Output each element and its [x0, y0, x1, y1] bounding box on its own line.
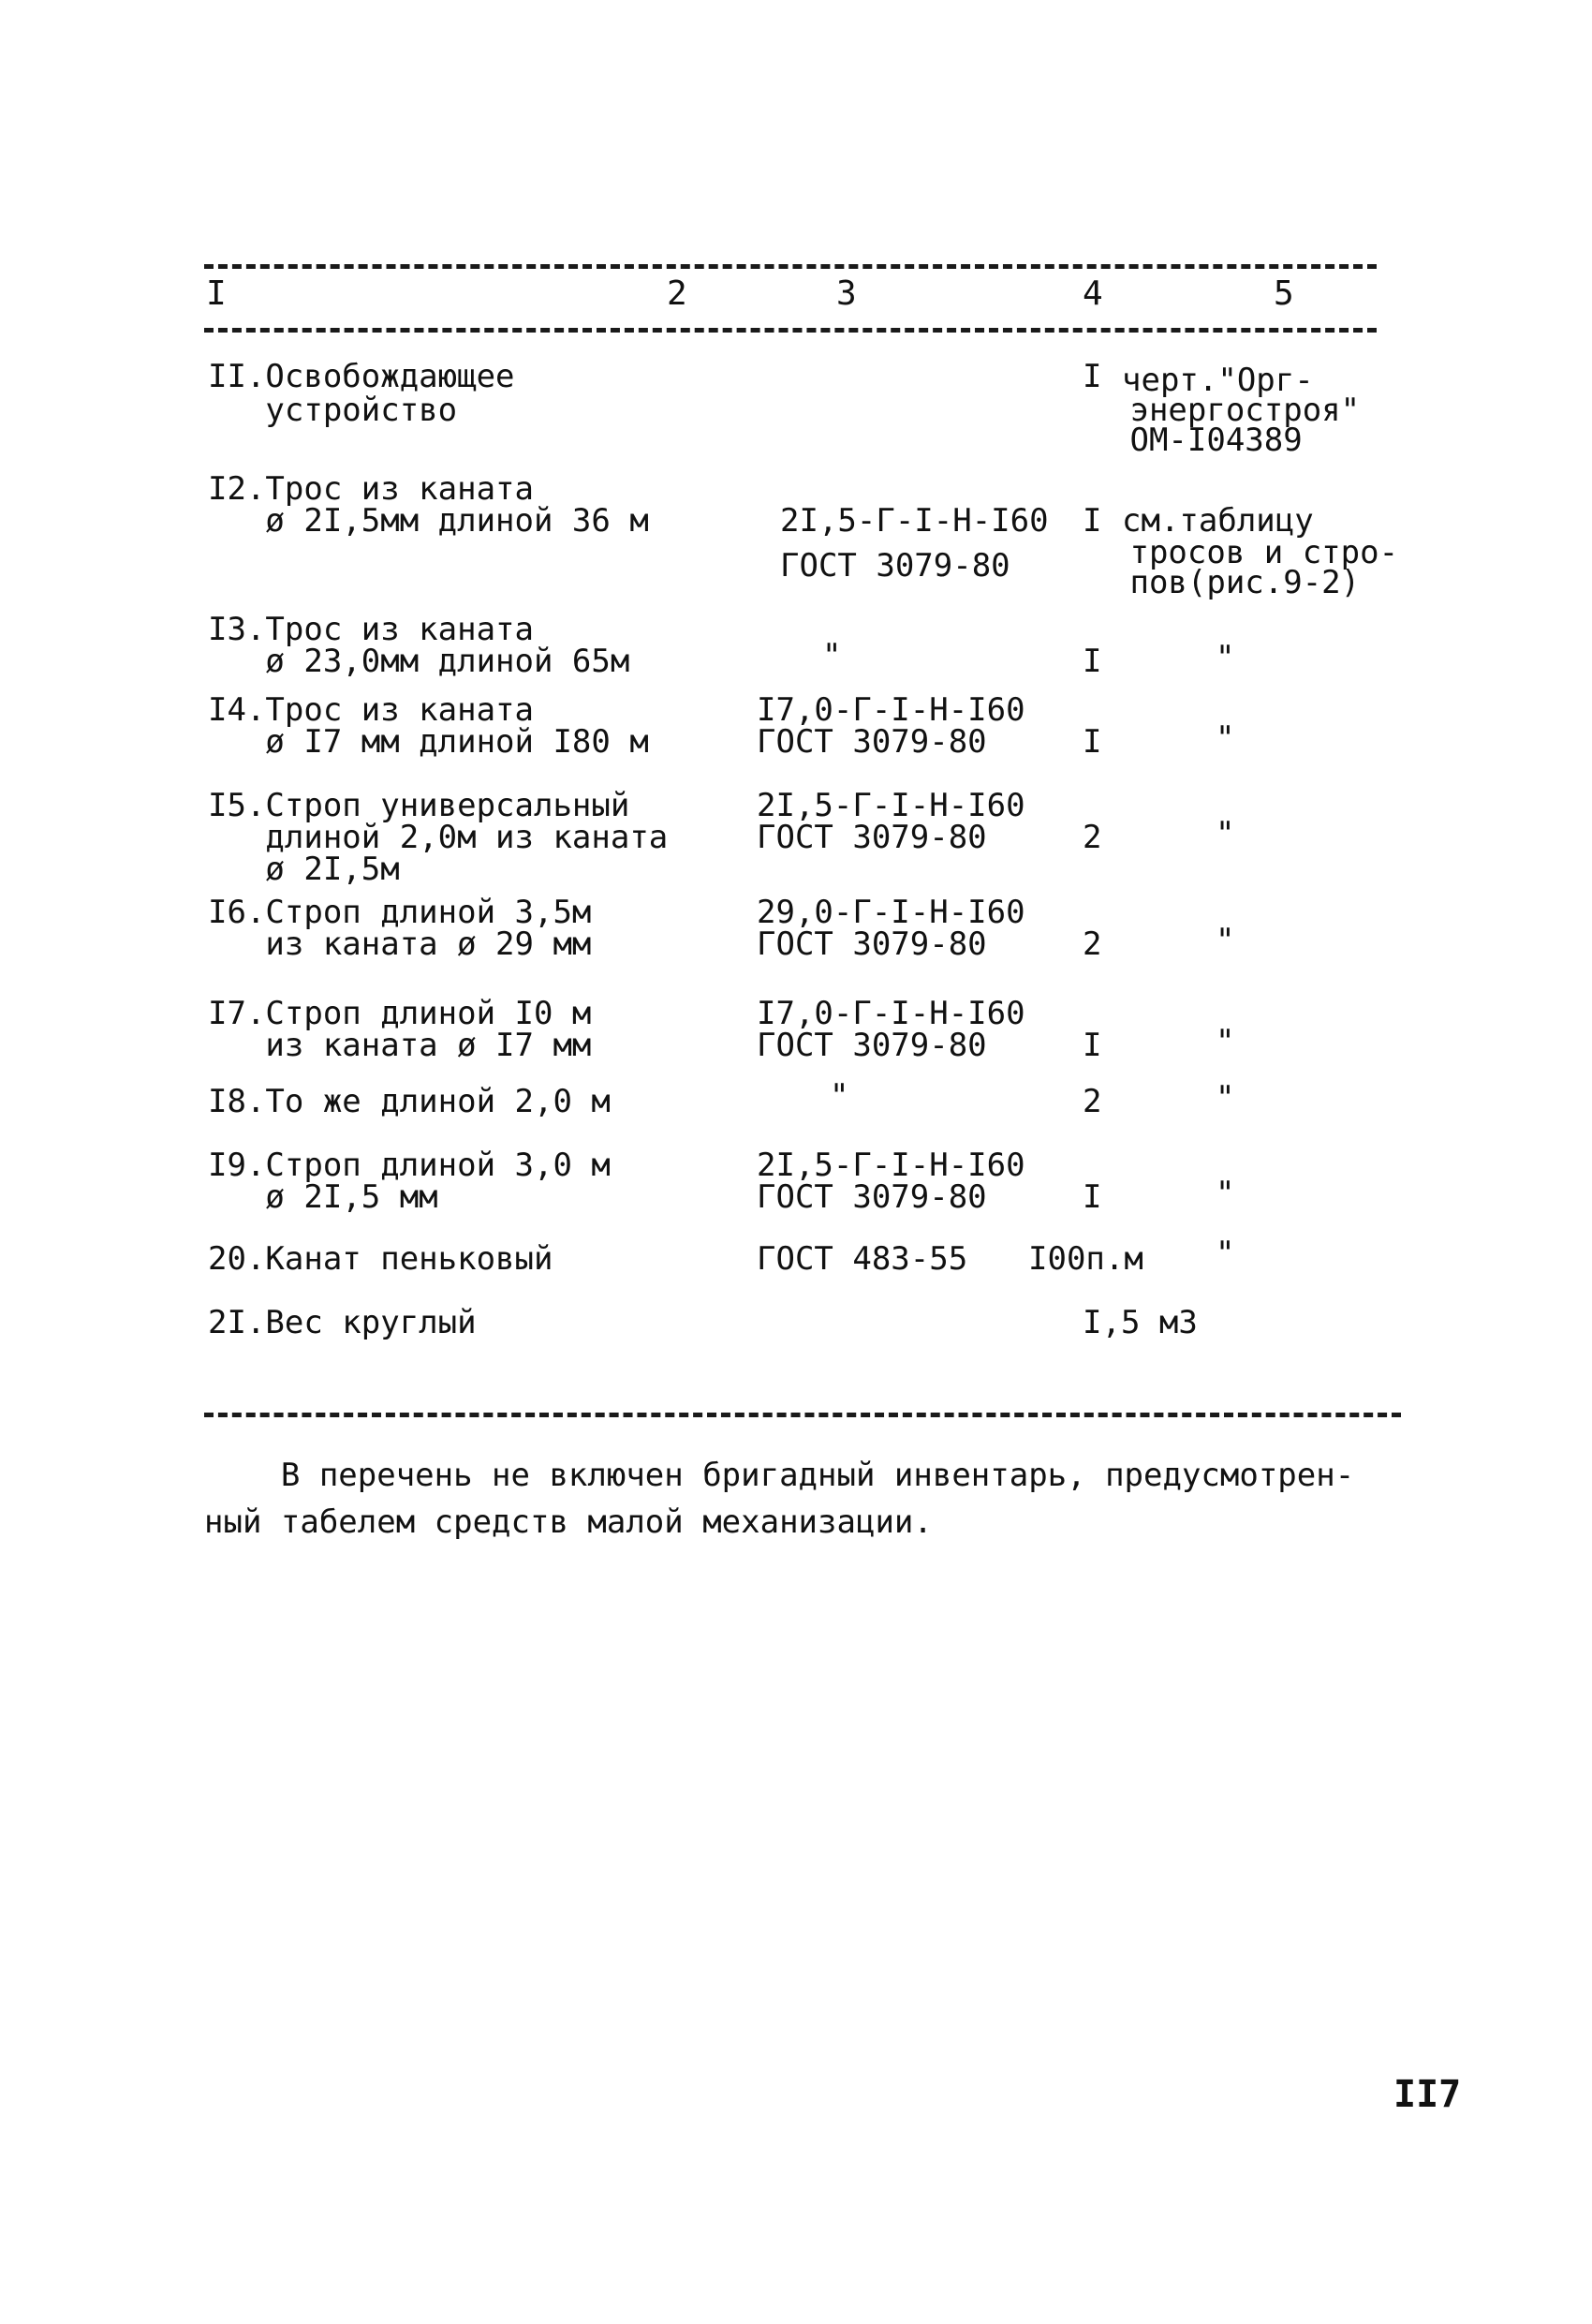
column-header-1: I	[206, 274, 227, 313]
remark-line: пов(рис.9-2)	[1111, 564, 1361, 601]
remark-line: тросов и стро-	[1111, 534, 1399, 571]
remark-line: "	[1216, 922, 1235, 959]
item-name-line: устройство	[208, 392, 458, 429]
item-name-line: из каната ø 29 мм	[208, 925, 592, 963]
quantity-cell: I	[1083, 502, 1102, 540]
remark-line: "	[1216, 1079, 1235, 1117]
item-name-line: II.Освобождающее	[208, 358, 515, 395]
note-paragraph	[204, 1452, 1384, 1546]
item-name-line: из каната ø I7 мм	[208, 1027, 592, 1064]
quantity-cell: 2	[1083, 819, 1102, 856]
remark-line: "	[1216, 1023, 1235, 1060]
standard-line: I7,0-Г-I-Н-I60	[757, 995, 1025, 1032]
column-header-3: 3	[836, 274, 857, 313]
remark-line: энергостроя"	[1111, 392, 1361, 429]
remark-line: "	[1216, 815, 1235, 852]
standard-line: "	[830, 1077, 849, 1115]
item-name-line: ø 2I,5 мм	[208, 1178, 438, 1216]
quantity-cell: 2	[1083, 1083, 1102, 1120]
note-line: В перечень не включен бригадный инвентарь, предусмотрен-	[204, 1457, 1355, 1494]
quantity-cell: I	[1083, 1027, 1102, 1064]
item-name-line: 2I.Вес круглый	[208, 1304, 477, 1341]
quantity-cell: I	[1083, 643, 1102, 680]
item-name-line: I9.Строп длиной 3,0 м	[208, 1147, 611, 1184]
remark-line: см.таблицу	[1122, 502, 1314, 540]
standard-line: 2I,5-Г-I-Н-I60	[757, 1147, 1025, 1184]
item-name-line: 20.Канат пеньковый	[208, 1240, 553, 1278]
table-bottom-rule	[204, 1413, 1401, 1417]
quantity-cell: I,5 м3	[1083, 1304, 1198, 1341]
item-name-line: I6.Строп длиной 3,5м	[208, 894, 592, 931]
quantity-cell: I	[1083, 358, 1102, 395]
column-header-5: 5	[1274, 274, 1294, 313]
standard-line: ГОСТ 3079-80	[780, 547, 1010, 585]
column-header-4: 4	[1083, 274, 1103, 313]
quantity-cell: I	[1083, 1178, 1102, 1216]
item-name-line: ø I7 мм длиной I80 м	[208, 723, 649, 761]
item-name-line: I4.Трос из каната	[208, 691, 534, 729]
quantity-cell: I00п.м	[1028, 1240, 1143, 1278]
item-name-line: I2.Трос из каната	[208, 470, 534, 508]
header-bottom-rule	[204, 328, 1377, 333]
standard-line: I7,0-Г-I-Н-I60	[757, 691, 1025, 729]
note-line: ный табелем средств малой механизации.	[204, 1503, 933, 1541]
page-number: II7	[1393, 2073, 1462, 2116]
remark-line: "	[1216, 1175, 1235, 1212]
remark-line: черт."Орг-	[1122, 362, 1314, 399]
standard-line: ГОСТ 483-55	[757, 1240, 968, 1278]
quantity-cell: 2	[1083, 925, 1102, 963]
remark-line: "	[1216, 719, 1235, 757]
standard-line: ГОСТ 3079-80	[757, 723, 987, 761]
standard-line: ГОСТ 3079-80	[757, 925, 987, 963]
item-name-line: ø 23,0мм длиной 65м	[208, 643, 630, 680]
item-name-line: ø 2I,5м	[208, 851, 400, 888]
item-name-line: длиной 2,0м из каната	[208, 819, 669, 856]
standard-line: "	[822, 637, 842, 674]
quantity-cell: I	[1083, 723, 1102, 761]
item-name-line: I3.Трос из каната	[208, 611, 534, 648]
item-name-line: I5.Строп универсальный	[208, 787, 630, 824]
header-top-rule	[204, 264, 1377, 269]
standard-line: ГОСТ 3079-80	[757, 819, 987, 856]
item-name-line: I7.Строп длиной I0 м	[208, 995, 592, 1032]
column-header-2: 2	[667, 274, 687, 313]
item-name-line: I8.То же длиной 2,0 м	[208, 1083, 611, 1120]
standard-line: 2I,5-Г-I-Н-I60	[757, 787, 1025, 824]
remark-line: "	[1216, 1235, 1235, 1272]
standard-line: 29,0-Г-I-Н-I60	[757, 894, 1025, 931]
remark-line: "	[1216, 639, 1235, 676]
standard-line: ГОСТ 3079-80	[757, 1178, 987, 1216]
standard-line: ГОСТ 3079-80	[757, 1027, 987, 1064]
standard-line: 2I,5-Г-I-Н-I60	[780, 502, 1049, 540]
item-name-line: ø 2I,5мм длиной 36 м	[208, 502, 649, 540]
remark-line: ОМ-I04389	[1111, 422, 1303, 459]
